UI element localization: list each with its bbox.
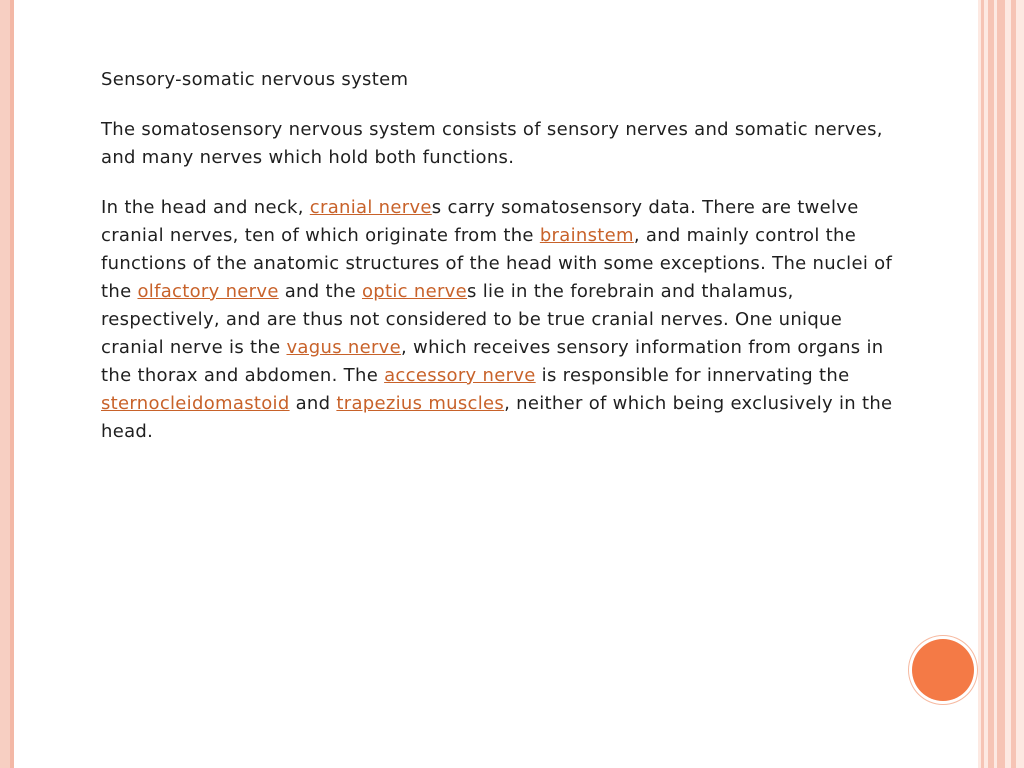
slide-heading: Sensory-somatic nervous system <box>101 69 409 90</box>
link-optic-nerve[interactable]: optic nerve <box>361 281 468 302</box>
left-frame-border <box>0 0 14 768</box>
right-frame-border <box>978 0 1024 768</box>
link-trapezius-muscles[interactable]: trapezius muscles <box>336 393 505 414</box>
link-brainstem[interactable]: brainstem <box>539 225 634 246</box>
link-olfactory-nerve[interactable]: olfactory nerve <box>137 281 279 302</box>
decorative-circle <box>912 639 974 701</box>
text-run: s lie in the forebrain and thalamus, respectively, and are thus not considered to be true cranial nerves. One unique cranial nerve is the <box>101 281 843 358</box>
paragraph-intro: The somatosensory nervous system consists of sensory nerves and somatic nerves, and many nerves which hold both functions. <box>101 119 883 168</box>
frame-stripe <box>1011 0 1016 768</box>
text-run: , and mainly control the functions of the anatomic structures of the head with some exceptions. The nuclei of the <box>101 225 893 302</box>
text-run: In the head and neck, <box>101 197 310 218</box>
slide-content <box>101 66 901 468</box>
frame-stripe <box>981 0 984 768</box>
text-run: and <box>289 393 337 414</box>
text-run: , neither of which being exclusively in the head. <box>101 393 893 442</box>
link-cranial-nerve[interactable]: cranial nerve <box>309 197 432 218</box>
link-sternocleidomastoid[interactable]: sternocleidomastoid <box>101 393 290 414</box>
text-run: is responsible for innervating the <box>535 365 850 386</box>
paragraph-cranial <box>101 194 901 446</box>
text-run: s carry somatosensory data. There are twelve cranial nerves, ten of which originate from the <box>101 197 859 246</box>
frame-stripe <box>997 0 1005 768</box>
frame-stripe <box>988 0 994 768</box>
link-accessory-nerve[interactable]: accessory nerve <box>384 365 536 386</box>
text-run: and the <box>278 281 362 302</box>
text-run: , which receives sensory information from organs in the thorax and abdomen. The <box>101 337 884 386</box>
link-vagus-nerve[interactable]: vagus nerve <box>286 337 402 358</box>
